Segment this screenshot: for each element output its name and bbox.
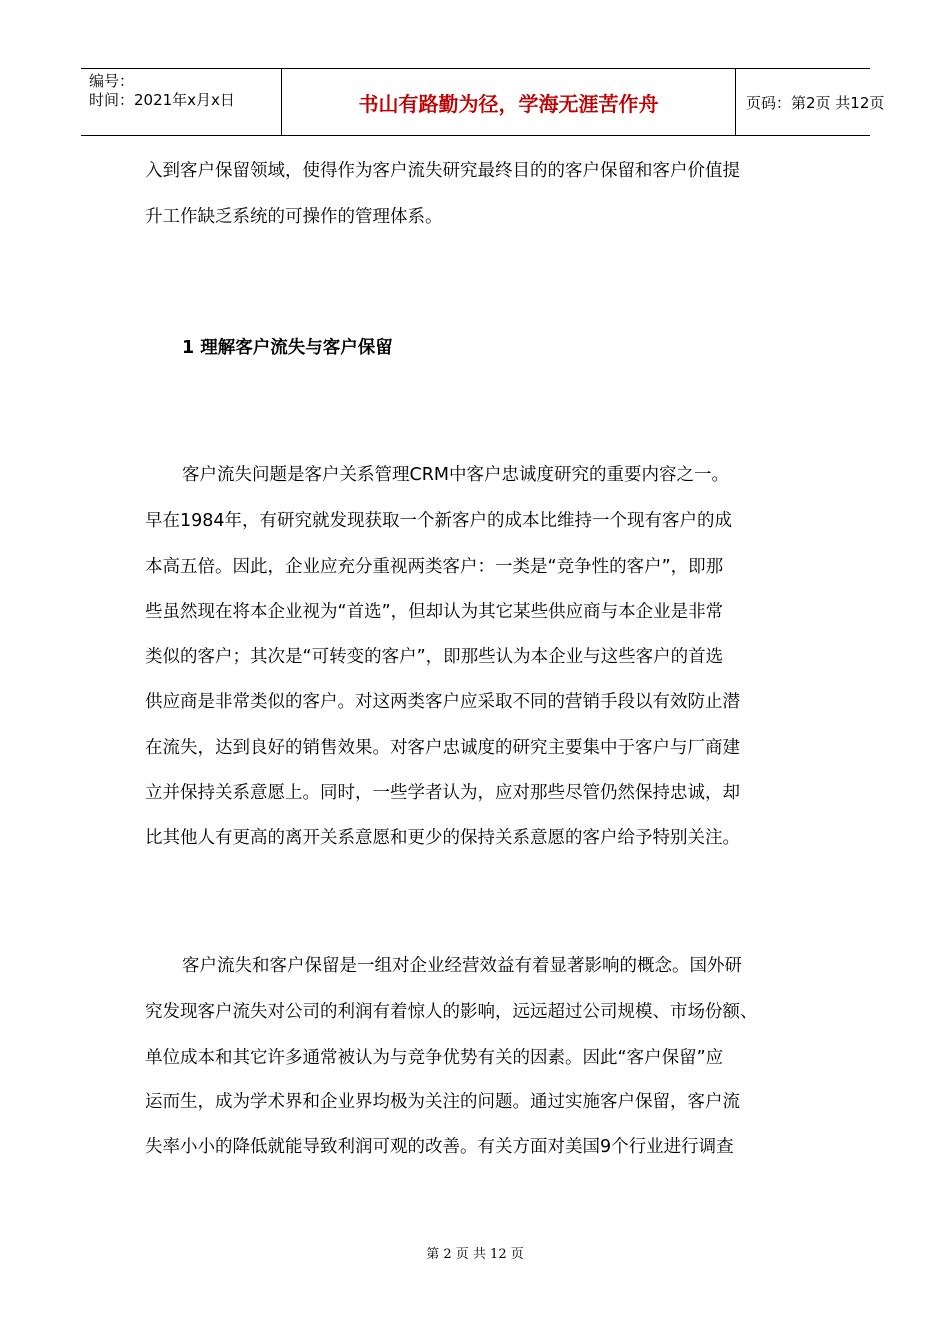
header-page-info: 页码：第2页 共12页 bbox=[746, 94, 885, 112]
body-line: 供应商是非常类似的客户。对这两类客户应采取不同的营销手段以有效防止潜 bbox=[145, 692, 740, 712]
header-page-cell bbox=[736, 69, 885, 135]
page-footer: 第 2 页 共 12 页 bbox=[426, 1247, 524, 1262]
body-line: 本高五倍。因此，企业应充分重视两类客户：一类是“竞争性的客户”，即那 bbox=[145, 557, 724, 577]
body-line: 客户流失和客户保留是一组对企业经营效益有着显著影响的概念。国外研 bbox=[182, 956, 742, 976]
body-line: 在流失，达到良好的销售效果。对客户忠诚度的研究主要集中于客户与厂商建 bbox=[145, 738, 740, 758]
body-line: 立并保持关系意愿上。同时，一些学者认为，应对那些尽管仍然保持忠诚，却 bbox=[145, 783, 740, 803]
page-header bbox=[81, 68, 885, 136]
body-line: 比其他人有更高的离开关系意愿和更少的保持关系意愿的客户给予特别关注。 bbox=[145, 828, 740, 848]
header-meta-cell bbox=[81, 69, 282, 135]
body-line: 失率小小的降低就能导致利润可观的改善。有关方面对美国9个行业进行调查 bbox=[145, 1137, 734, 1157]
body-line: 升工作缺乏系统的可操作的管理体系。 bbox=[145, 207, 443, 227]
document-time-label: 时间：2021年x月x日 bbox=[89, 91, 235, 109]
body-line: 入到客户保留领域，使得作为客户流失研究最终目的的客户保留和客户价值提 bbox=[145, 161, 740, 181]
body-line: 运而生，成为学术界和企业界均极为关注的问题。通过实施客户保留，客户流 bbox=[145, 1092, 740, 1112]
body-line: 单位成本和其它许多通常被认为与竞争优势有关的因素。因此“客户保留”应 bbox=[145, 1048, 724, 1068]
body-line: 客户流失问题是客户关系管理CRM中客户忠诚度研究的重要内容之一。 bbox=[182, 465, 729, 485]
header-motto: 书山有路勤为径，学海无涯苦作舟 bbox=[358, 92, 659, 116]
body-line: 究发现客户流失对公司的利润有着惊人的影响，远远超过公司规模、市场份额、 bbox=[145, 1002, 758, 1022]
document-code-label: 编号： bbox=[89, 72, 135, 90]
body-line: 类似的客户；其次是“可转变的客户”，即那些认为本企业与这些客户的首选 bbox=[145, 647, 724, 667]
body-line: 早在1984年，有研究就发现获取一个新客户的成本比维持一个现有客户的成 bbox=[145, 511, 733, 531]
body-line: 些虽然现在将本企业视为“首选”，但却认为其它某些供应商与本企业是非常 bbox=[145, 602, 724, 622]
header-motto-cell bbox=[282, 69, 736, 135]
section-heading: 1 理解客户流失与客户保留 bbox=[182, 338, 393, 358]
